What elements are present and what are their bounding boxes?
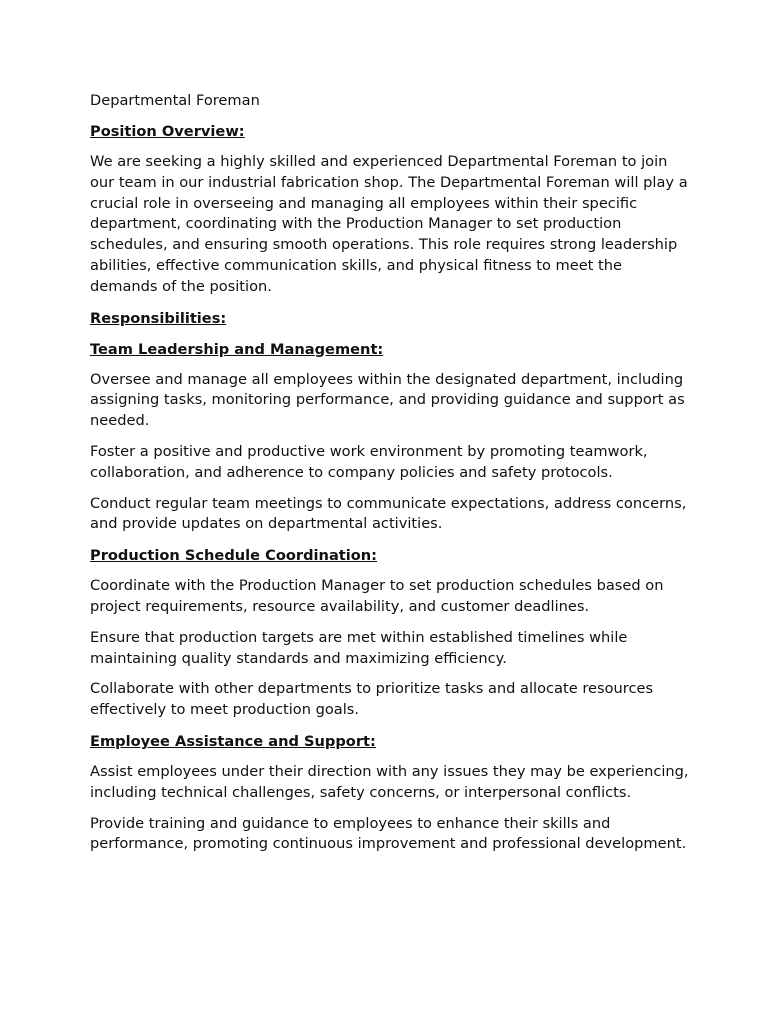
responsibilities-heading: Responsibilities: (90, 309, 227, 327)
employee-assistance-item: Assist employees under their direction with any issues they may be experiencing, including technical challenges, safety concerns, or interpersonal conflicts. (90, 762, 689, 801)
document-page (90, 90, 690, 865)
position-overview-text: We are seeking a highly skilled and experienced Departmental Foreman to join our team in our industrial fabrication shop. The Departmental Foreman will play a crucial role in overseeing and managing all employees within their specific department, coordinating with the Production Manager to set production schedules, and ensuring smooth operations. This role requires strong leadership abilities, effective communication skills, and physical fitness to meet the demands of the position. (90, 153, 688, 295)
section-heading-team-leadership: Team Leadership and Management: (90, 340, 384, 358)
team-leadership-item: Conduct regular team meetings to communicate expectations, address concerns, and provide updates on departmental activities. (90, 494, 687, 533)
production-schedule-item: Coordinate with the Production Manager to set production schedules based on project requirements, resource availability, and customer deadlines. (90, 577, 664, 615)
team-leadership-item: Oversee and manage all employees within the designated department, including assigning tasks, monitoring performance, and providing guidance and support as needed. (90, 370, 685, 430)
position-overview-heading: Position Overview: (90, 123, 245, 140)
section-heading-employee-assistance: Employee Assistance and Support: (90, 732, 376, 750)
production-schedule-item: Collaborate with other departments to prioritize tasks and allocate resources effectively to meet production goals. (90, 680, 654, 719)
production-schedule-item: Ensure that production targets are met within established timelines while maintaining quality standards and maximizing efficiency. (90, 628, 628, 667)
team-leadership-item: Foster a positive and productive work environment by promoting teamwork, collaboration, and adherence to company policies and safety protocols. (90, 442, 648, 481)
employee-assistance-item: Provide training and guidance to employees to enhance their skills and performance, promoting continuous improvement and professional development. (90, 814, 687, 853)
section-heading-production-schedule: Production Schedule Coordination: (90, 547, 378, 565)
document-title: Departmental Foreman (90, 92, 260, 109)
